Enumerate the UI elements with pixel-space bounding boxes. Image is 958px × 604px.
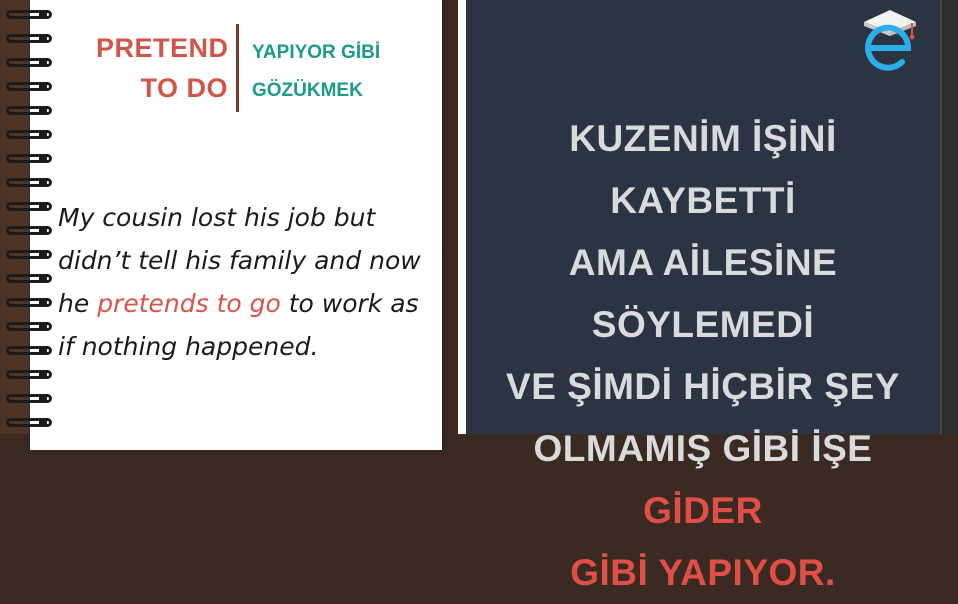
spiral-ring [6, 370, 52, 379]
example-highlight: pretends to go [97, 289, 281, 318]
title-divider [236, 24, 239, 112]
translation-panel [466, 0, 940, 593]
notebook-panel [0, 0, 458, 434]
example-sentence-turkish [480, 108, 926, 604]
spiral-ring [6, 58, 52, 67]
turkish-line3: VE ŞİMDİ HİÇBİR ŞEY [506, 366, 900, 407]
spiral-binding [0, 0, 56, 434]
spiral-ring [6, 418, 52, 427]
e-graduation-cap-icon [850, 2, 924, 76]
phrase-turkish-line2: GÖZÜKMEK [252, 80, 363, 101]
spiral-ring [6, 82, 52, 91]
spiral-ring [6, 178, 52, 187]
spiral-ring [6, 130, 52, 139]
spiral-ring [6, 298, 52, 307]
example-text-before: My cousin lost his job but didn’t tell his family and now he [58, 203, 421, 318]
spiral-ring [6, 346, 52, 355]
turkish-line4 [480, 418, 926, 542]
spiral-ring [6, 202, 52, 211]
turkish-line4-text: OLMAMIŞ GİBİ İŞE [533, 428, 873, 469]
phrase-turkish [252, 34, 432, 110]
spiral-ring [6, 106, 52, 115]
turkish-highlight-1: GİDER [643, 490, 763, 531]
spiral-ring [6, 394, 52, 403]
spiral-ring [6, 322, 52, 331]
phrase-english-line1: PRETEND [96, 33, 229, 63]
spiral-ring [6, 226, 52, 235]
spiral-ring [6, 154, 52, 163]
spiral-ring [6, 34, 52, 43]
turkish-line2: AMA AİLESİNE SÖYLEMEDİ [568, 242, 838, 345]
phrase-turkish-line1: YAPIYOR GİBİ [252, 42, 381, 63]
spiral-ring [6, 250, 52, 259]
panel-separator [458, 0, 466, 434]
turkish-line1: KUZENİM İŞİNİ KAYBETTİ [569, 118, 837, 221]
phrase-english-line2: TO DO [140, 73, 228, 103]
spiral-ring [6, 274, 52, 283]
right-edge-strip [940, 0, 958, 434]
turkish-highlight-2: GİBİ YAPIYOR. [570, 552, 836, 593]
spiral-ring [6, 10, 52, 19]
example-text-after: to work as if nothing happened. [58, 289, 419, 361]
example-sentence-english [58, 196, 430, 368]
phrase-english [96, 28, 228, 108]
